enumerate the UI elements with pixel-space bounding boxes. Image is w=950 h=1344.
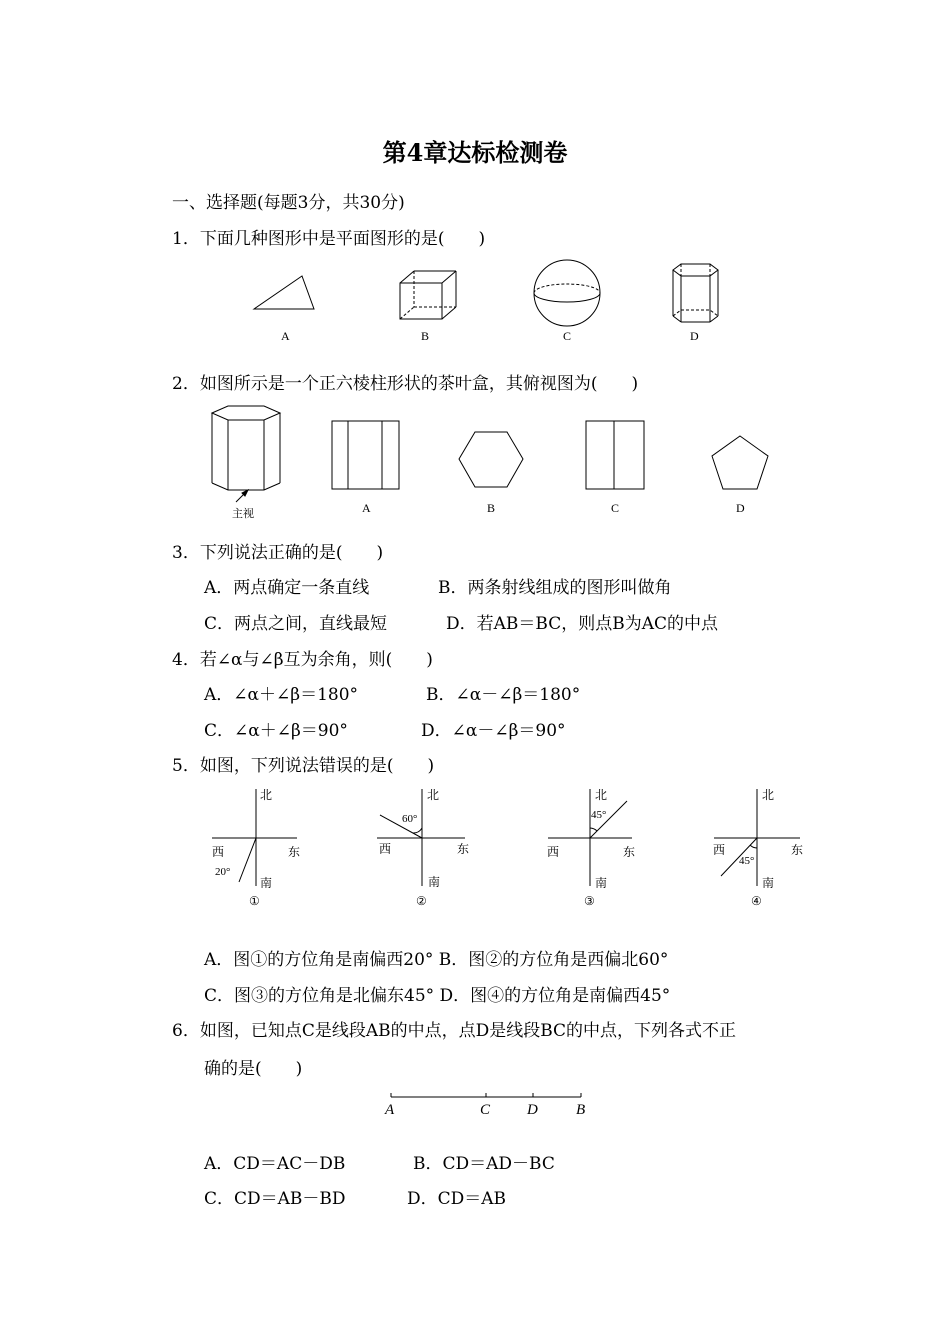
section-heading: 一、选择题(每题3分，共30分) — [172, 193, 405, 213]
q1-label-d: D — [690, 329, 699, 343]
q3-option-b: B．两条射线组成的图形叫做角 — [438, 578, 672, 598]
question-6-text-line1: 6．如图，已知点C是线段AB的中点，点D是线段BC的中点，下列各式不正 — [172, 1021, 737, 1041]
tea-box-prism — [212, 406, 280, 490]
fig2-number: ② — [416, 894, 427, 908]
question-3-text: 3．下列说法正确的是( ) — [172, 543, 384, 563]
option-d-pentagon — [712, 436, 768, 489]
q6-option-d: D．CD＝AB — [407, 1189, 507, 1209]
fig3-north: 北 — [595, 788, 608, 802]
q3-option-a: A．两点确定一条直线 — [204, 578, 370, 598]
q6-option-a: A．CD＝AC－DB — [204, 1154, 346, 1174]
fig1-south: 南 — [260, 876, 273, 890]
fig1-north: 北 — [260, 788, 273, 802]
fig3-angle: 45° — [591, 809, 607, 821]
fig4-north: 北 — [762, 788, 775, 802]
fig1-east: 东 — [288, 845, 301, 859]
fig4-west: 西 — [713, 843, 726, 857]
fig3-east: 东 — [623, 845, 636, 859]
fig4-number: ④ — [751, 894, 762, 908]
fig1-angle: 20° — [215, 866, 231, 878]
q1-label-c: C — [563, 329, 572, 343]
fig2-west: 西 — [379, 842, 392, 856]
fig2-angle: 60° — [402, 813, 418, 825]
point-b-label: B — [576, 1102, 586, 1118]
fig3-west: 西 — [547, 845, 560, 859]
q2-label-d: D — [736, 501, 745, 515]
fig1-west: 西 — [212, 845, 225, 859]
q2-label-a: A — [362, 501, 371, 515]
q2-label-c: C — [611, 501, 620, 515]
triangle-shape — [254, 276, 314, 309]
hexagonal-prism-shape — [673, 264, 718, 322]
fig4-south: 南 — [762, 876, 775, 890]
point-c-label: C — [480, 1102, 491, 1118]
page-title: 第4章达标检测卷 — [382, 138, 568, 167]
q4-option-d: D．∠α－∠β＝90° — [421, 721, 566, 741]
front-view-label: 主视 — [232, 508, 254, 520]
fig2-east: 东 — [457, 842, 470, 856]
fig4-angle: 45° — [739, 855, 755, 867]
sphere-shape — [534, 260, 600, 326]
point-a-label: A — [385, 1102, 395, 1118]
q4-option-c: C．∠α＋∠β＝90° — [204, 721, 348, 741]
question-6-text-line2: 确的是( ) — [204, 1059, 303, 1079]
q5-options-ab: A．图①的方位角是南偏西20° B．图②的方位角是西偏北60° — [204, 950, 669, 970]
question-4-text: 4．若∠α与∠β互为余角，则( ) — [172, 650, 433, 670]
fig4-east: 东 — [791, 843, 804, 857]
front-view-arrow — [236, 490, 248, 502]
q5-options-cd: C．图③的方位角是北偏东45° D．图④的方位角是南偏西45° — [204, 986, 671, 1006]
q4-option-b: B．∠α－∠β＝180° — [426, 685, 581, 705]
q1-label-a: A — [281, 329, 290, 343]
q3-option-c: C．两点之间，直线最短 — [204, 614, 388, 634]
question-1-text: 1．下面几种图形中是平面图形的是( ) — [172, 229, 486, 249]
option-a-view — [332, 421, 399, 489]
point-d-label: D — [527, 1102, 538, 1118]
question-5-text: 5．如图，下列说法错误的是( ) — [172, 756, 435, 776]
q1-label-b: B — [421, 329, 430, 343]
option-b-hexagon — [459, 432, 523, 487]
fig2-south: 南 — [428, 875, 441, 889]
fig3-number: ③ — [584, 894, 595, 908]
q3-option-d: D．若AB＝BC，则点B为AC的中点 — [446, 614, 718, 634]
option-c-view — [586, 421, 644, 489]
fig2-north: 北 — [427, 788, 440, 802]
question-2-text: 2．如图所示是一个正六棱柱形状的茶叶盒，其俯视图为( ) — [172, 374, 639, 394]
fig1-ray — [239, 838, 256, 882]
cube-shape — [400, 271, 456, 319]
q6-option-c: C．CD＝AB－BD — [204, 1189, 346, 1209]
q6-option-b: B．CD＝AD－BC — [413, 1154, 555, 1174]
q4-option-a: A．∠α＋∠β＝180° — [204, 685, 359, 705]
fig1-number: ① — [249, 894, 260, 908]
q2-label-b: B — [487, 501, 496, 515]
fig3-south: 南 — [595, 876, 608, 890]
